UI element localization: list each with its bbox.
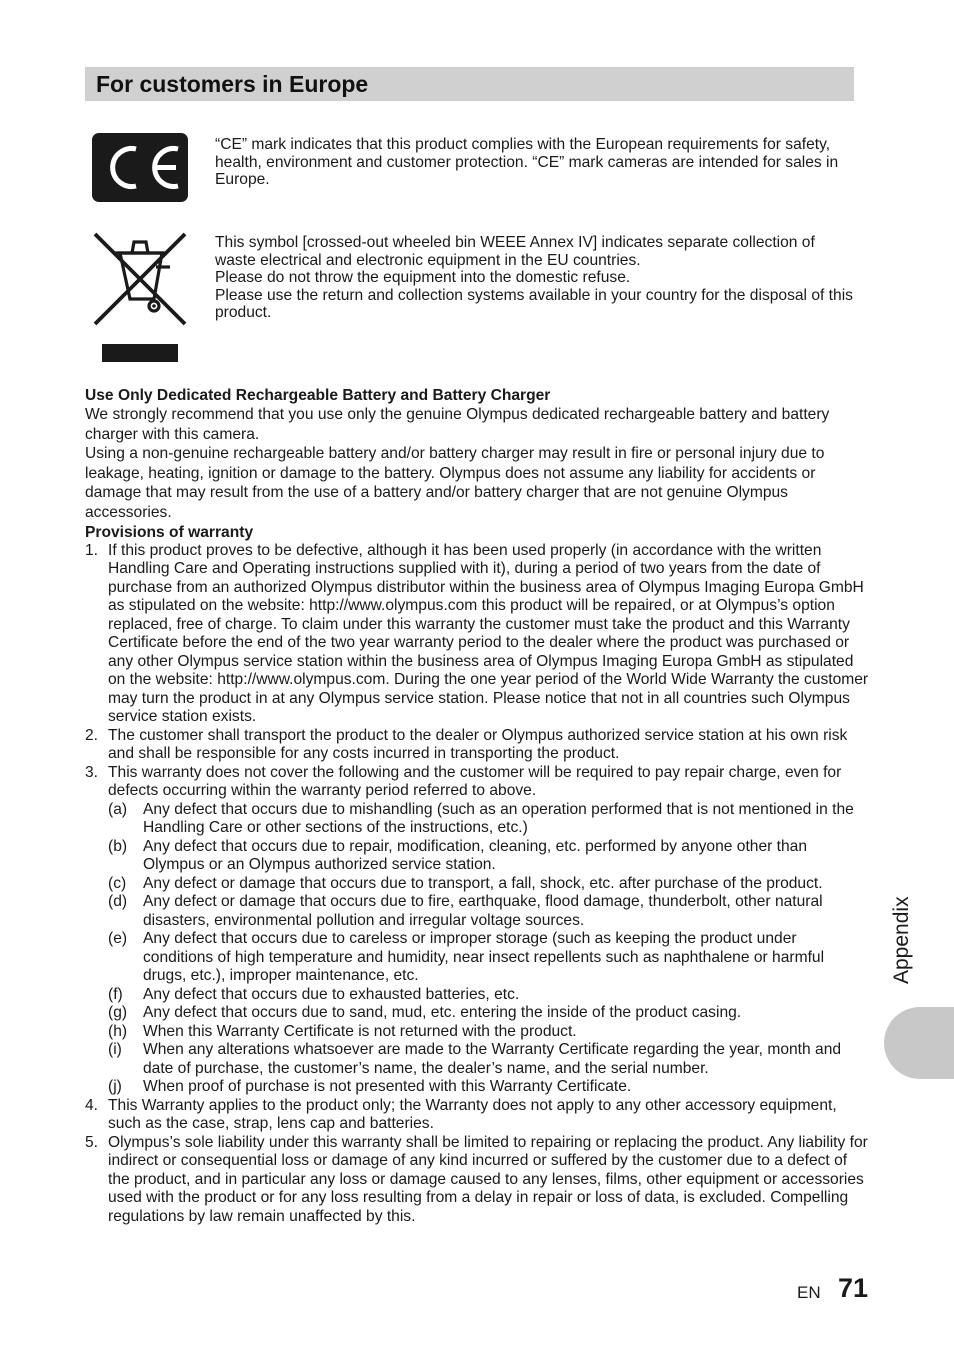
sublist-item (108, 1041, 870, 1078)
ce-mark-icon (92, 133, 188, 202)
appendix-tab[interactable] (884, 1007, 954, 1079)
sublist-item (108, 838, 870, 875)
section-title: For customers in Europe (96, 71, 369, 97)
weee-line: This symbol [crossed-out wheeled bin WEEE Annex IV] indicates separate collection of waste electrical and electronic equipment in the EU countries. (215, 234, 815, 269)
weee-line: Please use the return and collection systems available in your country for the disposal of this product. (215, 286, 853, 322)
weee-line: Please do not throw the equipment into the domestic refuse. (215, 269, 631, 287)
sublist-item-text: When this Warranty Certificate is not returned with the product. (143, 1022, 577, 1040)
sublist-item-text: When any alterations whatsoever are made to the Warranty Certificate regarding the year, month and date of purchase, the customer’s name, the dealer’s name, and the serial number. (143, 1041, 842, 1077)
list-item-number: 2. (85, 726, 99, 744)
sublist-item-letter: (c) (108, 874, 127, 892)
sublist-item-letter: (i) (108, 1041, 122, 1059)
sublist-item-letter: (g) (108, 1004, 128, 1022)
sublist-item (108, 893, 870, 930)
ce-text: “CE” mark indicates that this product complies with the European requirements for safety, health, environment and customer protection. “CE” mark cameras are intended for sales in Europe. (215, 136, 839, 189)
sublist-item-text: When proof of purchase is not presented with this Warranty Certificate. (143, 1078, 632, 1096)
sublist-item-text: Any defect that occurs due to sand, mud, etc. entering the inside of the product casing. (143, 1004, 742, 1022)
battery-heading: Use Only Dedicated Rechargeable Battery and Battery Charger (85, 387, 551, 404)
list-item-text: This Warranty applies to the product only; the Warranty does not apply to any other accessory equipment, such as the case, strap, lens cap and batteries. (108, 1096, 837, 1133)
list-item-text: The customer shall transport the product to the dealer or Olympus authorized service station at his own risk and shall be responsible for any costs incurred in transporting the product. (108, 726, 848, 763)
sublist-item (108, 875, 870, 894)
list-item-text: If this product proves to be defective, although it has been used properly (in accordance with the written Handling Care and Operating instructions supplied with it), during a period of two years from the date of purchase from an authorized Olympus distributor within the business area of Olympus Imaging Europa GmbH as stipulated on the website: http://www.olympus.com this product will be repaired, or at Olympus’s option replaced, free of charge. To claim under this warranty the customer must take the product and this Warranty Certificate before the end of the two year warranty period to the dealer where the product was purchased or any other Olympus service station within the business area of Olympus Imaging Europa GmbH as stipulated on the website: http://www.olympus.com. During the one year period of the World Wide Warranty the customer may turn the product in at any Olympus service station. Please notice that not in all countries such Olympus service station exists. (108, 541, 869, 726)
sublist-item-text: Any defect that occurs due to careless or improper storage (such as keeping the product under conditions of high temperature and humidity, near insect repellents such as naphthalene or harmful drugs, etc.), improper maintenance, etc. (143, 930, 825, 985)
sublist-item (108, 1023, 870, 1042)
battery-paragraph: Using a non-genuine rechargeable battery and/or battery charger may result in fire or personal injury due to leakage, heating, ignition or damage to the battery. Olympus does not assume any liability for accidents or damage that may result from the use of a battery and/or battery charger that are not genuine Olympus accessories. (85, 445, 825, 521)
page-number: 71 (838, 1273, 869, 1303)
sublist-item-text: Any defect or damage that occurs due to transport, a fall, shock, etc. after purchase of the product. (143, 874, 823, 892)
list-item (85, 542, 870, 727)
list-item (85, 727, 870, 764)
sublist-item-text: Any defect that occurs due to repair, modification, cleaning, etc. performed by anyone other than Olympus or an Olympus authorized service station. (143, 837, 807, 874)
sublist-item-letter: (e) (108, 930, 128, 948)
sublist-item (108, 1078, 870, 1097)
weee-description (215, 234, 855, 322)
list-item (85, 1097, 870, 1134)
sublist-item (108, 1004, 870, 1023)
sublist-item-letter: (h) (108, 1022, 128, 1040)
sublist-item-letter: (d) (108, 893, 128, 911)
sublist-item (108, 930, 870, 986)
sublist-item-letter: (a) (108, 800, 128, 818)
list-item-text: Olympus’s sole liability under this warranty shall be limited to repairing or replacing the product. Any liability for indirect or consequential loss or damage of any kind incurred or suffered by the customer due to a defect of the product, and in particular any loss or damage caused to any lenses, films, other equipment or accessories used with the product or for any loss resulting from a delay in repair or loss of data, is excluded. Compelling regulations by law remain unaffected by this. (108, 1133, 868, 1225)
exclusions-list (108, 801, 870, 1097)
sublist-item (108, 986, 870, 1005)
list-item-number: 1. (85, 541, 99, 559)
list-item-text: This warranty does not cover the following and the customer will be required to pay repair charge, even for defects occurring within the warranty period referred to above. (108, 763, 842, 800)
list-item (85, 1134, 870, 1227)
list-item (85, 764, 870, 1097)
sublist-item-text: Any defect that occurs due to mishandling (such as an operation performed that is not mentioned in the Handling Care or other sections of the instructions, etc.) (143, 800, 854, 837)
main-content (85, 387, 870, 1226)
sublist-item-text: Any defect or damage that occurs due to fire, earthquake, flood damage, thunderbolt, other natural disasters, environmental pollution and irregular voltage sources. (143, 893, 823, 929)
sublist-item-letter: (b) (108, 837, 128, 855)
warranty-heading: Provisions of warranty (85, 523, 254, 541)
sublist-item-letter: (j) (108, 1078, 122, 1096)
sublist-item-text: Any defect that occurs due to exhausted batteries, etc. (143, 985, 520, 1003)
sublist-item (108, 801, 870, 838)
battery-paragraph: We strongly recommend that you use only the genuine Olympus dedicated rechargeable battery and battery charger with this camera. (85, 406, 830, 443)
warranty-list (85, 542, 870, 1227)
list-item-number: 4. (85, 1096, 99, 1114)
appendix-tab-label: Appendix (890, 896, 913, 984)
crossed-out-wheeled-bin-icon (92, 229, 188, 365)
list-item-number: 3. (85, 763, 99, 781)
section-header (85, 67, 854, 101)
sublist-item-letter: (f) (108, 985, 123, 1003)
page-language: EN (797, 1283, 821, 1302)
list-item-number: 5. (85, 1133, 99, 1151)
ce-description (215, 136, 855, 189)
